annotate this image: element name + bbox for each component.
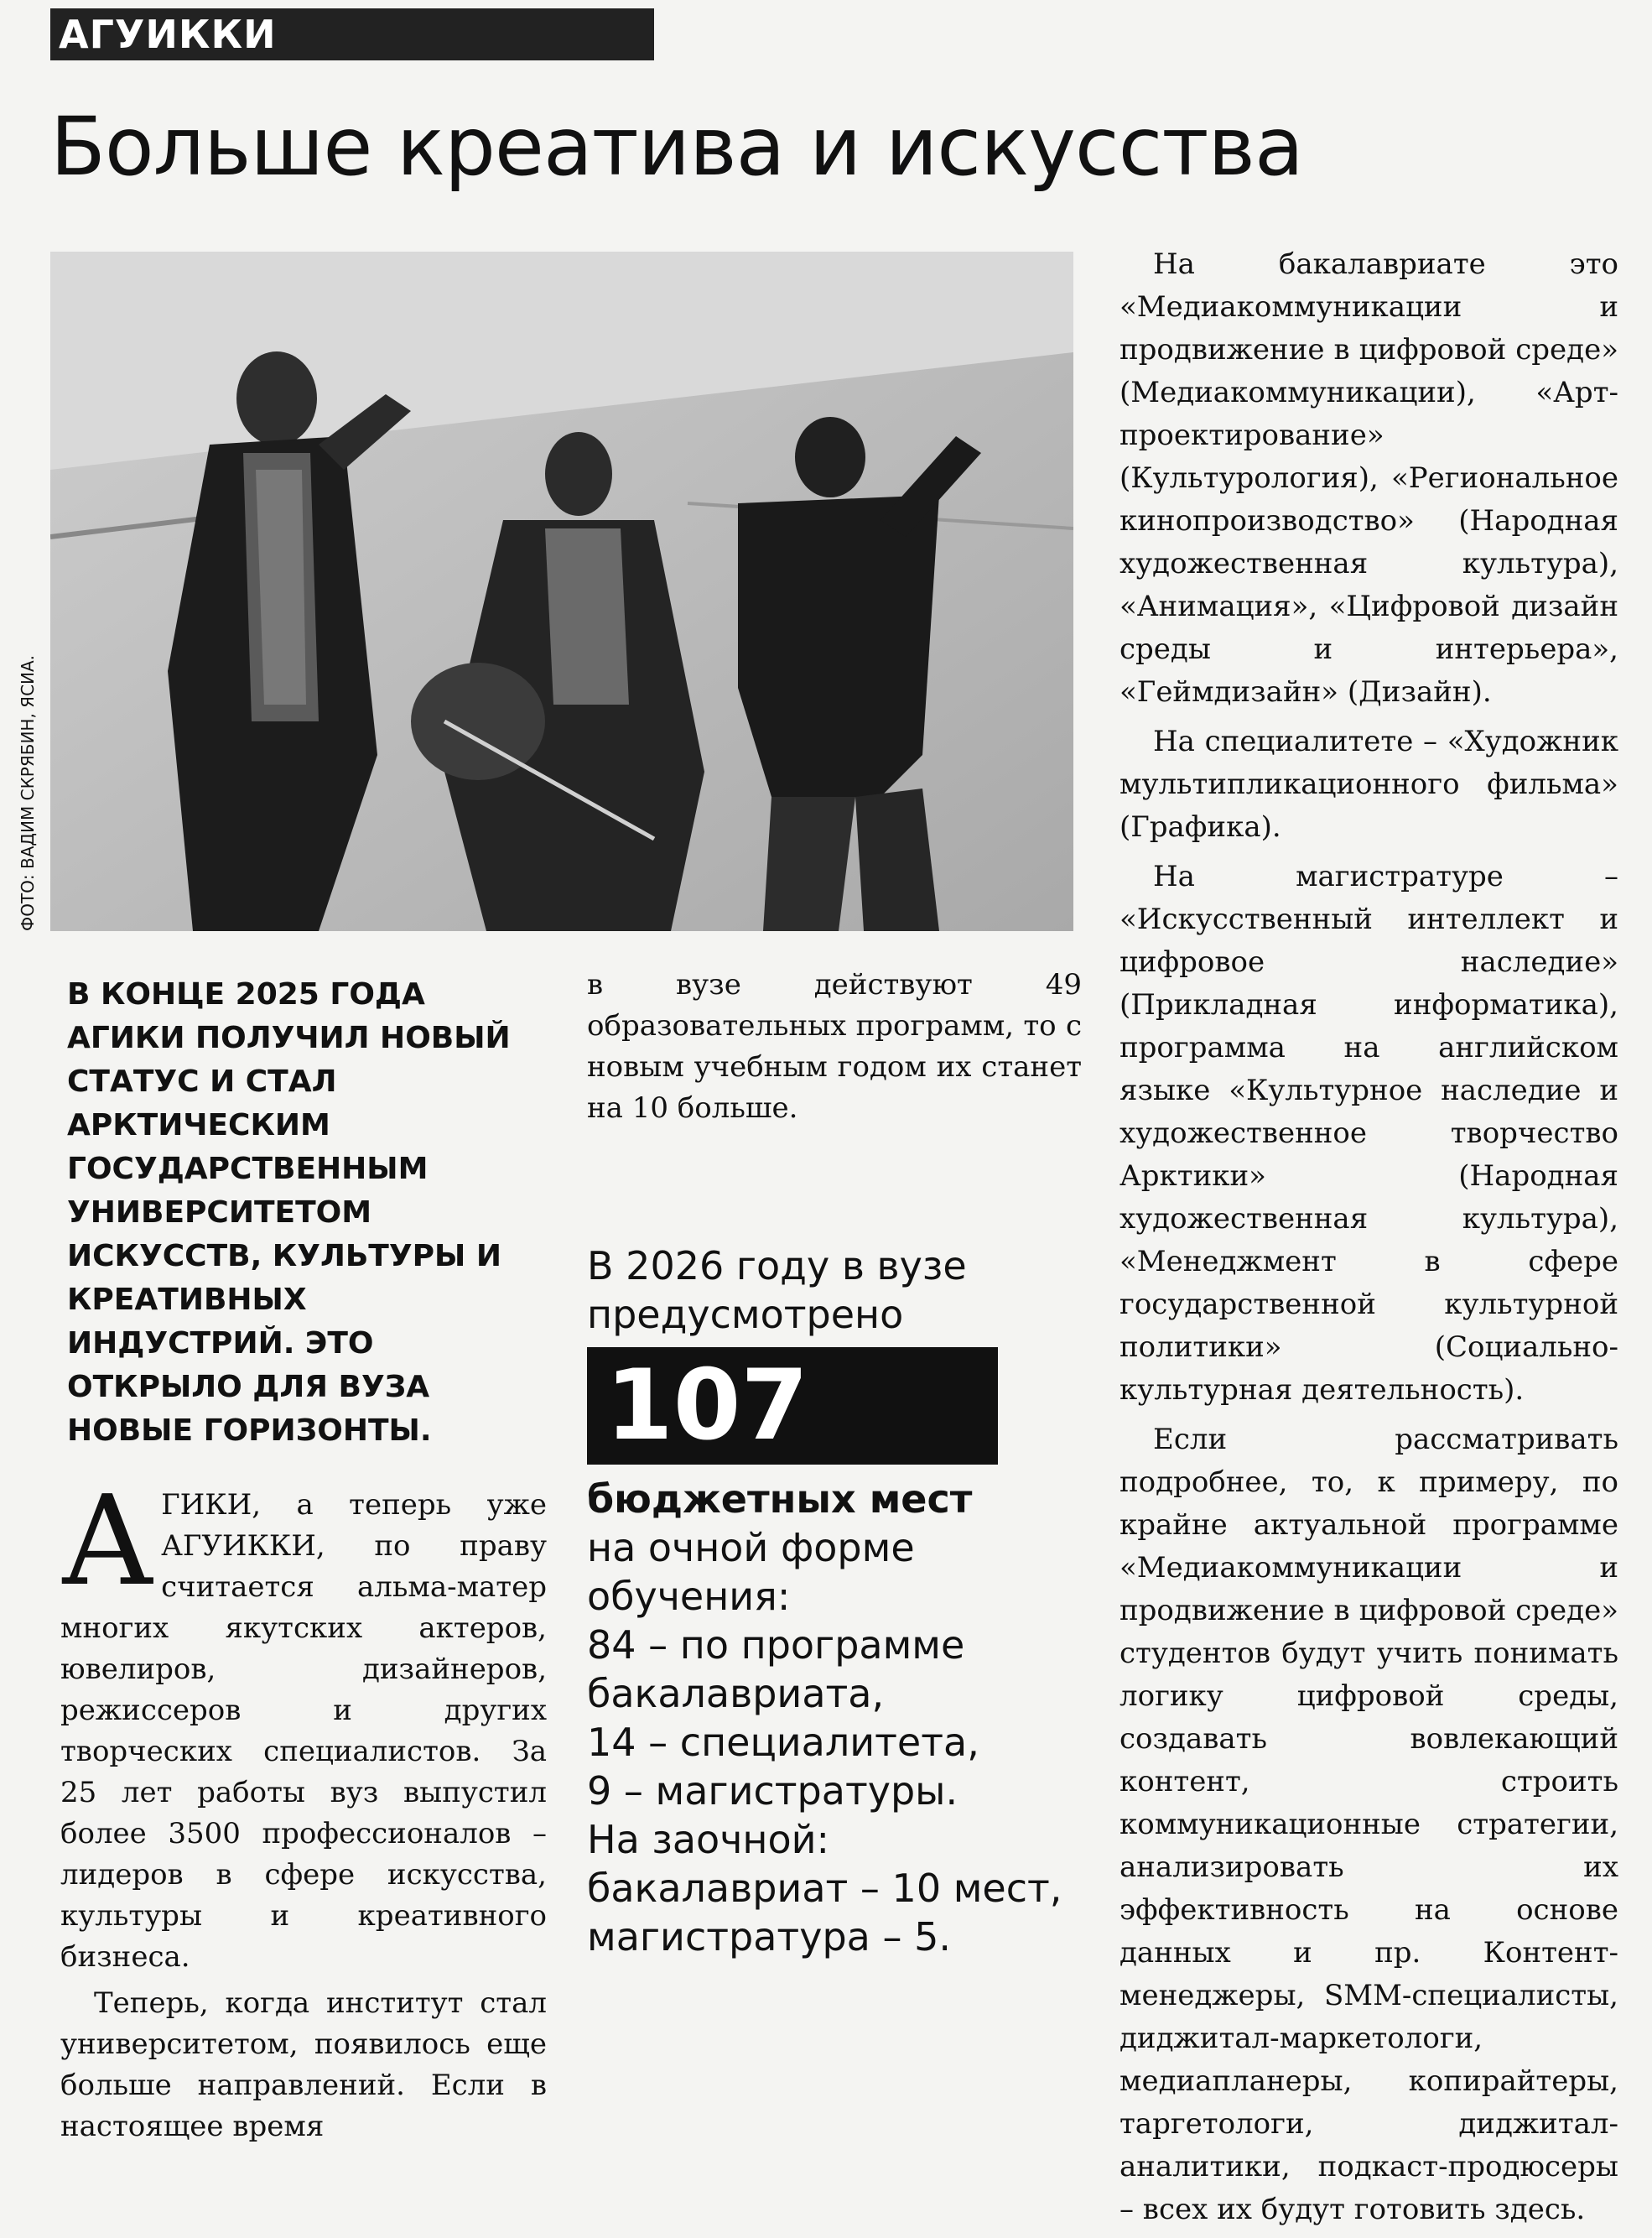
section-rubric: АГУИККИ [50, 8, 654, 60]
right-paragraph: На специалитете – «Художник мультипликационного фильма» (Графика). [1120, 725, 1618, 844]
right-column [1120, 243, 1618, 2238]
fact-line: На заочной: бакалавриат – 10 мест, [587, 1817, 1062, 1911]
fact-box [587, 1241, 1090, 1961]
fact-line: 9 – магистратуры. [587, 1768, 958, 1814]
right-paragraph: На бакалавриате это «Медиакоммуникации и продвижение в цифровой среде» (Медиакоммуникации), «Арт-проектирование» (Культурология), «Региональное кинопроизводство» (Народная художественная культура), «Анимация», «Цифровой дизайн среды и интерьера», «Геймдизайн» (Дизайн). [1120, 247, 1618, 709]
middle-column [587, 965, 1082, 1129]
fact-line: магистратура – 5. [587, 1914, 951, 1960]
performers-photo-illustration [50, 252, 1073, 931]
fact-line: на очной форме обучения: [587, 1525, 915, 1619]
left-column [60, 1469, 547, 2152]
right-paragraph: Если рассматривать подробнее, то, к примеру, по крайне актуальной программе «Медиакоммуникации и продвижение в цифровой среде» студентов будут учить понимать логику цифровой среды, создавать вовлекающий контент, строить коммуникационные стратегии, анализировать их эффективность на основе данных и пр. Контент-менеджеры, SMM-специалисты, диджитал-маркетологи, медиапланеры, копирайтеры, таргетологи, диджитал-аналитики, подкаст-продюсеры – всех их будут готовить здесь. [1120, 1423, 1618, 2226]
photo-credit: ФОТО: ВАДИМ СКРЯБИН, ЯСИА. [18, 654, 38, 931]
lead-paragraph: В КОНЦЕ 2025 ГОДА АГИКИ ПОЛУЧИЛ НОВЫЙ СТАТУС И СТАЛ АРКТИЧЕСКИМ ГОСУДАРСТВЕННЫМ УНИВЕРСИТЕТОМ ИСКУССТВ, КУЛЬТУРЫ И КРЕАТИВНЫХ ИНДУСТРИЙ. ЭТО ОТКРЫЛО ДЛЯ ВУЗА НОВЫЕ ГОРИЗОНТЫ. [67, 977, 511, 1448]
left-paragraph-2: Теперь, когда институт стал университетом, появилось еще больше направлений. Если в настоящее время [60, 1986, 547, 2143]
left-paragraph-1-text: ГИКИ, а теперь уже АГУИККИ, по праву считается альма-матер многих якутских актеров, ювелиров, дизайнеров, режиссеров и других творческих специалистов. За 25 лет работы вуз выпустил более 3500 профессионалов – лидеров в сфере искусства, культуры и креативного бизнеса. [60, 1488, 547, 1974]
drop-cap: А [60, 1469, 155, 1613]
middle-continuation: в вузе действуют 49 образовательных программ, то с новым учебным годом их станет на 10 больше. [587, 968, 1082, 1125]
article-photo [50, 252, 1073, 931]
fact-line: 84 – по программе бакалавриата, [587, 1622, 965, 1716]
left-paragraph-1 [60, 1469, 547, 1978]
fact-unit: бюджетных мест [587, 1476, 973, 1522]
fact-number: 107 [587, 1347, 998, 1465]
right-paragraph: На магистратуре – «Искусственный интеллект и цифровое наследие» (Прикладная информатика), программа на английском языке «Культурное наследие и художественное творчество Арктики» (Народная художественная культура), «Менеджмент в сфере государственной культурной политики» (Социально-культурная деятельность). [1120, 860, 1618, 1407]
fact-line: 14 – специалитета, [587, 1720, 979, 1765]
fact-intro: В 2026 году в вузе предусмотрено [587, 1243, 967, 1337]
headline: Больше креатива и искусства [50, 100, 1303, 194]
